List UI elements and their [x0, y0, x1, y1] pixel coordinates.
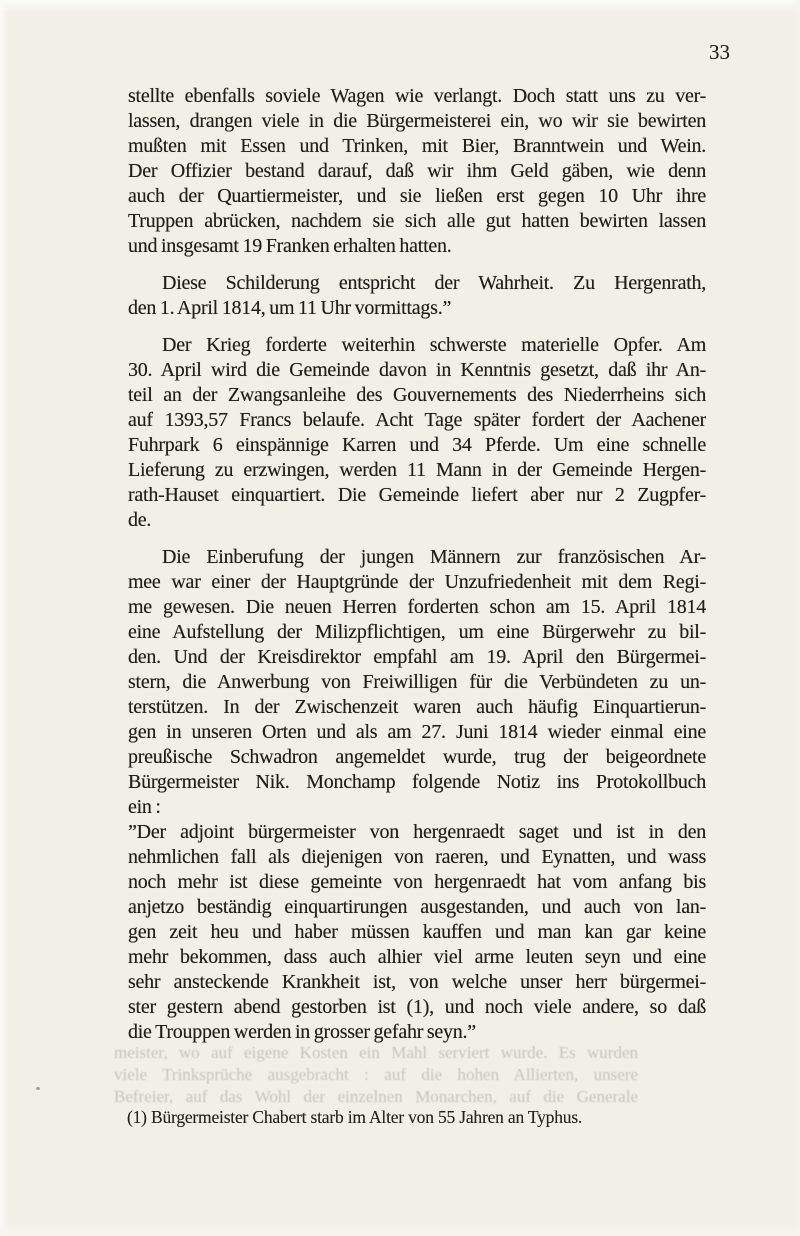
text-line: Der Krieg forderte weiterhin schwerste materielle Opfer. Am [162, 334, 706, 356]
text-line: de. [128, 509, 152, 531]
page-number: 33 [709, 40, 730, 64]
paragraph [128, 333, 706, 533]
text-line: mehr bekommen, dass auch alhier viel arme leuten seyn und eine [128, 946, 706, 968]
page-edge-top [0, 0, 800, 12]
text-line: me gewesen. Die neuen Herren forderten schon am 15. April 1814 [128, 596, 706, 618]
text-line: stellte ebenfalls soviele Wagen wie verlangt. Doch statt uns zu ver- [128, 85, 706, 107]
text-line: stern, die Anwerbung von Freiwilligen für die Verbündeten zu un- [128, 671, 706, 693]
text-line: Bürgermeister Nik. Monchamp folgende Notiz ins Protokollbuch [128, 771, 706, 793]
text-line: und insgesamt 19 Franken erhalten hatten. [128, 235, 452, 257]
text-line: ”Der adjoint bürgermeister von hergenraedt saget und ist in den [128, 821, 706, 843]
text-line: mee war einer der Hauptgründe der Unzufriedenheit mit dem Regi- [128, 571, 706, 593]
text-line: gen zeit heu und haber müssen kauffen und man kan gar keine [128, 921, 706, 943]
text-line: eine Aufstellung der Milizpflichtigen, um eine Bürgerwehr zu bil- [128, 621, 706, 643]
text-line: noch mehr ist diese gemeinte von hergenraedt hat vom anfang bis [128, 871, 706, 893]
text-line: terstützen. In der Zwischenzeit waren auch häufig Einquartierun- [128, 696, 706, 718]
ghost-text-line: meister, wo auf eigene Kosten ein Mahl serviert wurde. Es wurden [114, 1043, 638, 1062]
text-line: anjetzo beständig einquartirungen ausgestanden, und auch von lan- [128, 896, 706, 918]
page-edge-bottom [0, 1222, 800, 1236]
paragraph [128, 84, 706, 259]
text-line: Lieferung zu erzwingen, werden 11 Mann in der Gemeinde Hergen- [128, 459, 706, 481]
text-line: auf 1393,57 Francs belaufe. Acht Tage später fordert der Aachener [128, 409, 706, 431]
text-line: Fuhrpark 6 einspännige Karren und 34 Pferde. Um eine schnelle [128, 434, 706, 456]
text-line: Die Einberufung der jungen Männern zur französischen Ar- [162, 546, 706, 568]
bleedthrough-layer [114, 1042, 638, 1108]
page-edge-right [790, 0, 800, 1236]
text-line: ein : [128, 796, 161, 818]
ghost-text-line: viele Trinksprüche ausgebracht : auf die hohen Allierten, unsere [114, 1065, 638, 1084]
text-line: Diese Schilderung entspricht der Wahrheit. Zu Hergenrath, [162, 272, 706, 294]
text-line: 30. April wird die Gemeinde davon in Kenntnis gesetzt, daß ihr An- [128, 359, 706, 381]
text-line: lassen, drangen viele in die Bürgermeisterei ein, wo wir sie bewirten [128, 110, 706, 132]
text-block [128, 84, 706, 1045]
text-line: nehmlichen fall als diejenigen von raeren, und Eynatten, und wass [128, 846, 706, 868]
text-line: gen in unseren Orten und als am 27. Juni 1814 wieder einmal eine [128, 721, 706, 743]
text-line: Truppen abrücken, nachdem sie sich alle gut hatten bewirten lassen [128, 210, 706, 232]
text-line: teil an der Zwangsanleihe des Gouvernements des Niederrheins sich [128, 384, 706, 406]
text-line: auch der Quartiermeister, und sie ließen erst gegen 10 Uhr ihre [128, 185, 706, 207]
text-line: rath-Hauset einquartiert. Die Gemeinde liefert aber nur 2 Zugpfer- [128, 484, 706, 506]
text-line: Der Offizier bestand darauf, daß wir ihm Geld gäben, wie denn [128, 160, 706, 182]
paragraph [128, 545, 706, 820]
text-line: sehr ansteckende Krankheit ist, von welche unser herr bürgermei- [128, 971, 706, 993]
text-line: den. Und der Kreisdirektor empfahl am 19. April den Bürgermei- [128, 646, 706, 668]
paragraph [128, 820, 706, 1045]
text-line: ster gestern abend gestorben ist (1), und noch viele andere, so daß [128, 996, 706, 1018]
ghost-text-line: Befreier, auf das Wohl der einzelnen Monarchen, auf die Generale [114, 1087, 638, 1106]
footnote: (1) Bürgermeister Chabert starb im Alter von 55 Jahren an Typhus. [127, 1107, 583, 1127]
text-line: mußten mit Essen und Trinken, mit Bier, Branntwein und Wein. [128, 135, 706, 157]
page-edge-left [0, 0, 9, 1236]
text-line: preußische Schwadron angemeldet wurde, trug der beigeordnete [128, 746, 706, 768]
text-line: die Trouppen werden in grosser gefahr seyn.” [128, 1021, 476, 1043]
text-line: den 1. April 1814, um 11 Uhr vormittags.” [128, 297, 452, 319]
ink-speck [36, 1087, 40, 1090]
paragraph [128, 271, 706, 321]
